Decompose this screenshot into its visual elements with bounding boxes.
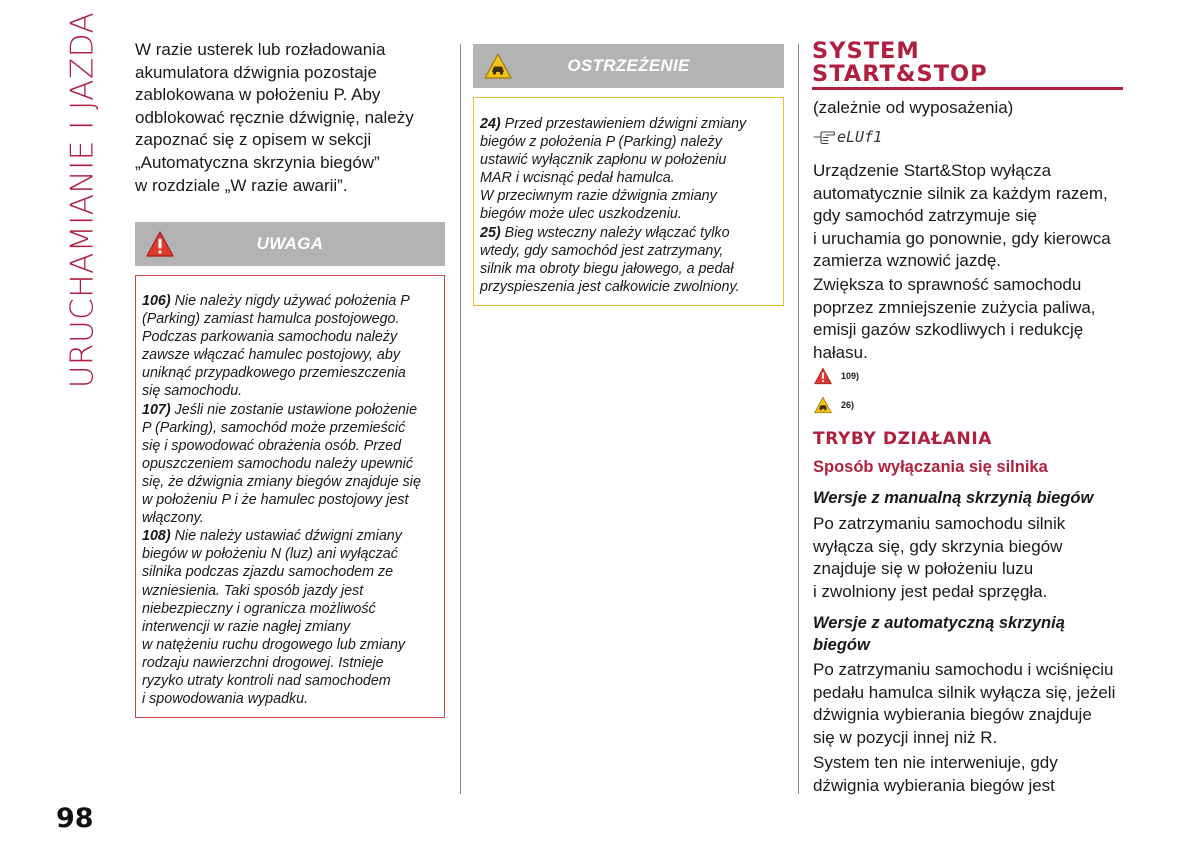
warning-item-number: 106) bbox=[142, 293, 171, 309]
text-line: przyspieszenia jest całkowicie zwolniony. bbox=[480, 278, 740, 295]
text-line: zamierza wznowić jazdę. bbox=[813, 251, 1002, 271]
automatic-paragraph-2 bbox=[813, 752, 1131, 797]
reference-number: 26) bbox=[841, 400, 855, 410]
text-line: interwencji w razie nagłej zmiany bbox=[142, 618, 351, 635]
text-line: biegów w położeniu N (luz) ani wyłączać bbox=[142, 546, 398, 563]
text-line: włączony. bbox=[142, 510, 204, 527]
text-line: P (Parking), samochód może przemieścić bbox=[142, 419, 406, 436]
warning-item-108 bbox=[142, 527, 440, 708]
text-line: Po zatrzymaniu samochodu i wciśnięciu bbox=[813, 660, 1114, 679]
text-line: niebezpieczny i ogranicza możliwość bbox=[142, 600, 376, 617]
text-line: biegów z położenia P (Parking) należy bbox=[480, 134, 722, 151]
title-line: START&STOP bbox=[812, 61, 988, 87]
text-line: Przed przestawieniem dźwigni zmiany bbox=[504, 116, 747, 132]
yellow-car-caution-triangle-icon bbox=[813, 396, 833, 414]
text-line: zablokowana w położeniu P. Aby bbox=[135, 85, 381, 105]
caution-banner-label: OSTRZEŻENIE bbox=[567, 56, 690, 75]
text-line: pedału hamulca silnik wyłącza się, jeżeli bbox=[813, 682, 1116, 702]
caution-banner bbox=[473, 44, 784, 88]
manual-heading: Wersje z manualną skrzynią biegów bbox=[813, 489, 1094, 507]
yellow-car-caution-triangle-icon bbox=[473, 44, 523, 88]
text-line: się w pozycji innej niż R. bbox=[813, 727, 998, 747]
red-warning-triangle-icon bbox=[135, 222, 185, 266]
text-line: hałasu. bbox=[813, 342, 868, 362]
text-line: wyłącza się, gdy skrzynia biegów bbox=[813, 536, 1063, 556]
caution-item-25 bbox=[480, 224, 779, 296]
manual-paragraph bbox=[813, 513, 1131, 603]
text-line: w położeniu P i że hamulec postojowy jest bbox=[142, 492, 409, 509]
text-line: Zwiększa to sprawność samochodu bbox=[813, 275, 1082, 294]
text-line: zawsze włączać hamulec postojowy, aby bbox=[142, 347, 400, 364]
heading-line: Wersje z automatyczną skrzynią bbox=[813, 614, 1065, 632]
subtitle: (zależnie od wyposażenia) bbox=[813, 98, 1014, 117]
caution-item-24 bbox=[480, 115, 779, 224]
red-warning-triangle-icon bbox=[813, 367, 833, 385]
text-line: silnik ma obroty biegu jałowego, a pedał bbox=[480, 260, 734, 277]
warning-box bbox=[135, 275, 445, 718]
warning-banner-label: UWAGA bbox=[256, 234, 324, 253]
text-line: i spowodowania wypadku. bbox=[142, 691, 309, 708]
text-line: rodzaju nawierzchni drogowej. Istnieje bbox=[142, 654, 384, 671]
equipment-marker bbox=[813, 128, 1131, 146]
text-line: silnika podczas zjazdu samochodem ze bbox=[142, 564, 394, 581]
text-line: gdy samochód zatrzymuje się bbox=[813, 206, 1037, 226]
warning-item-number: 108) bbox=[142, 528, 171, 545]
text-line: dźwignia wybierania biegów jest bbox=[813, 775, 1055, 795]
caution-box bbox=[473, 97, 784, 306]
section-title bbox=[812, 40, 1123, 90]
text-line: i zwolniony jest pedał sprzęgła. bbox=[813, 581, 1048, 601]
text-line: akumulatora dźwignia pozostaje bbox=[135, 62, 377, 82]
reference-number: 109) bbox=[841, 371, 860, 381]
col1-intro bbox=[135, 39, 435, 197]
text-line: ryzyko utraty kontroli nad samochodem bbox=[142, 672, 391, 689]
caution-item-number: 24) bbox=[480, 116, 501, 132]
warning-item-106 bbox=[142, 292, 440, 401]
text-line: i uruchamia go ponownie, gdy kierowca bbox=[813, 228, 1111, 248]
text-line: w natężeniu ruchu drogowego lub zmiany bbox=[142, 636, 406, 653]
text-line: Podczas parkowania samochodu należy bbox=[142, 329, 398, 346]
title-line: SYSTEM bbox=[812, 38, 920, 64]
text-line: W razie usterek lub rozładowania bbox=[135, 40, 386, 59]
automatic-paragraph bbox=[813, 659, 1131, 749]
text-line: (Parking) zamiast hamulca postojowego. bbox=[142, 311, 400, 328]
text-line: Nie należy nigdy używać położenia P bbox=[174, 293, 410, 309]
text-line: W przeciwnym razie dźwignia zmiany bbox=[480, 188, 717, 205]
text-line: biegów może ulec uszkodzeniu. bbox=[480, 206, 682, 223]
text-line: się i spowodować obrażenia osób. Przed bbox=[142, 437, 402, 454]
text-line: Jeśli nie zostanie ustawione położenie bbox=[174, 401, 418, 418]
caution-reference[interactable] bbox=[813, 396, 854, 414]
text-line: „Automatyczna skrzynia biegów” bbox=[135, 152, 380, 172]
warning-item-number: 107) bbox=[142, 401, 171, 418]
text-line: znajduje się w położeniu luzu bbox=[813, 559, 1034, 579]
text-line: w rozdziale „W razie awarii”. bbox=[135, 175, 348, 195]
text-line: Po zatrzymaniu samochodu silnik bbox=[813, 514, 1066, 533]
text-line: wtedy, gdy samochód jest zatrzymany, bbox=[480, 242, 724, 259]
paragraph-intro bbox=[813, 160, 1131, 273]
text-line: Urządzenie Start&Stop wyłącza bbox=[813, 161, 1052, 180]
chapter-side-title bbox=[60, 11, 104, 389]
text-line: się samochodu. bbox=[142, 383, 243, 400]
text-line: poprzez zmniejszenie zużycia paliwa, bbox=[813, 297, 1096, 317]
warning-item-107 bbox=[142, 401, 440, 528]
text-line: emisji gazów szkodliwych i redukcję bbox=[813, 320, 1084, 340]
text-line: opuszczeniem samochodu należy upewnić bbox=[142, 455, 413, 472]
chapter-side-title-text: URUCHAMIANIE I JAZDA bbox=[64, 11, 100, 389]
text-line: System ten nie interweniuje, gdy bbox=[813, 753, 1058, 772]
warning-reference[interactable] bbox=[813, 367, 859, 385]
text-line: automatycznie silnik za każdym razem, bbox=[813, 183, 1108, 203]
pointing-hand-icon bbox=[813, 129, 835, 145]
page-number: 98 bbox=[56, 803, 94, 834]
text-line: zapoznać się z opisem w sekcji bbox=[135, 130, 372, 150]
text-line: się, że dźwignia zmiany biegów znajduje się bbox=[142, 473, 421, 490]
text-line: Bieg wsteczny należy włączać tylko bbox=[504, 224, 730, 241]
text-line: Nie należy ustawiać dźwigni zmiany bbox=[174, 528, 402, 545]
text-line: wzniesienia. Taki sposób jazdy jest bbox=[142, 582, 364, 599]
column-divider bbox=[798, 44, 799, 794]
section-heading: TRYBY DZIAŁANIA bbox=[813, 429, 993, 449]
column-divider bbox=[460, 44, 461, 794]
heading-line: biegów bbox=[813, 636, 870, 654]
text-line: uniknąć przypadkowego przemieszczenia bbox=[142, 365, 406, 382]
warning-banner bbox=[135, 222, 445, 266]
subsection-heading: Sposób wyłączania się silnika bbox=[813, 458, 1048, 476]
text-line: odblokować ręcznie dźwignię, należy bbox=[135, 107, 414, 127]
paragraph-benefits bbox=[813, 274, 1131, 364]
text-line: ustawić wyłącznik zapłonu w położeniu bbox=[480, 152, 727, 169]
caution-item-number: 25) bbox=[480, 224, 501, 241]
text-line: dźwignia wybierania biegów znajduje bbox=[813, 705, 1092, 725]
marker-code: eLUf1 bbox=[837, 128, 883, 146]
automatic-heading bbox=[813, 612, 1131, 656]
text-line: MAR i wcisnąć pedał hamulca. bbox=[480, 170, 675, 187]
